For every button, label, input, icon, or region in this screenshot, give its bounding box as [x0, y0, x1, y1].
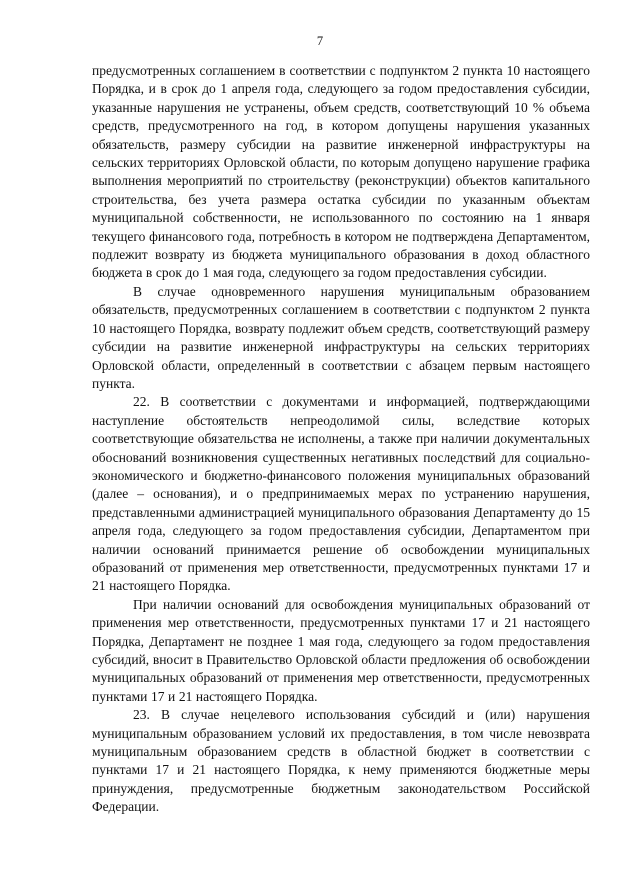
- paragraph-clause-22: 22. В соответствии с документами и информацией, подтверждающими наступление обстоятельств непреодолимой силы, вследствие которых соответствующие обязательства не исполнены, а также при наличии документальных обоснований возникновения существенных негативных последствий для социально-экономического и бюджетно-финансового положения муниципальных образований (далее – основания), и о предпринимаемых мерах по устранению нарушения, представленными администрацией муниципального образования Департаменту до 15 апреля года, следующего за годом предоставления субсидии, Департаментом при наличии оснований принимается решение об освобождении муниципальных образований от применения мер ответственности, предусмотренных пунктами 17 и 21 настоящего Порядка.: [92, 394, 590, 594]
- paragraph: В случае одновременного нарушения муниципальным образованием обязательств, предусмотренных соглашением в соответствии с подпунктом 2 пункта 10 настоящего Порядка, возврату подлежит объем средств, соответствующий размеру субсидии на развитие инженерной инфраструктуры на сельских территориях Орловской области, определенный в соответствии с абзацем первым настоящего пункта.: [92, 283, 590, 391]
- paragraph: При наличии оснований для освобождения муниципальных образований от применения мер ответственности, предусмотренных пунктами 17 и 21 настоящего Порядка, Департамент не позднее 1 мая года, следующего за годом предоставления субсидий, вносит в Правительство Орловской области предложения об освобождении муниципальных образований от применения мер ответственности, предусмотренных пунктами 17 и 21 настоящего Порядка.: [92, 596, 590, 704]
- page-number: 7: [316, 34, 324, 48]
- document-body: [92, 62, 590, 817]
- paragraph-clause-23: 23. В случае нецелевого использования субсидий и (или) нарушения муниципальным образованием условий их предоставления, в том числе невозврата муниципальным образованием средств в областной бюджет в соответствии с пунктами 17 и 21 настоящего Порядка, к нему применяются бюджетные меры принуждения, предусмотренные бюджетным законодательством Российской Федерации.: [92, 707, 590, 815]
- paragraph-continued: предусмотренных соглашением в соответствии с подпунктом 2 пункта 10 настоящего Порядка, и в срок до 1 апреля года, следующего за годом предоставления субсидии, указанные нарушения не устранены, объем средств, соответствующий 10 % объема средств, предусмотренного на год, в котором допущены нарушения указанных обязательств, размеру субсидии на развитие инженерной инфраструктуры на сельских территориях Орловской области, по которым допущено нарушение графика выполнения мероприятий по строительству (реконструкции) объектов капитального строительства, без учета размера остатка субсидии по указанным объектам муниципальной собственности, не использованного по состоянию на 1 января текущего финансового года, потребность в котором не подтверждена Департаментом, подлежит возврату из бюджета муниципального образования в доход областного бюджета в срок до 1 мая года, следующего за годом предоставления субсидии.: [92, 63, 590, 281]
